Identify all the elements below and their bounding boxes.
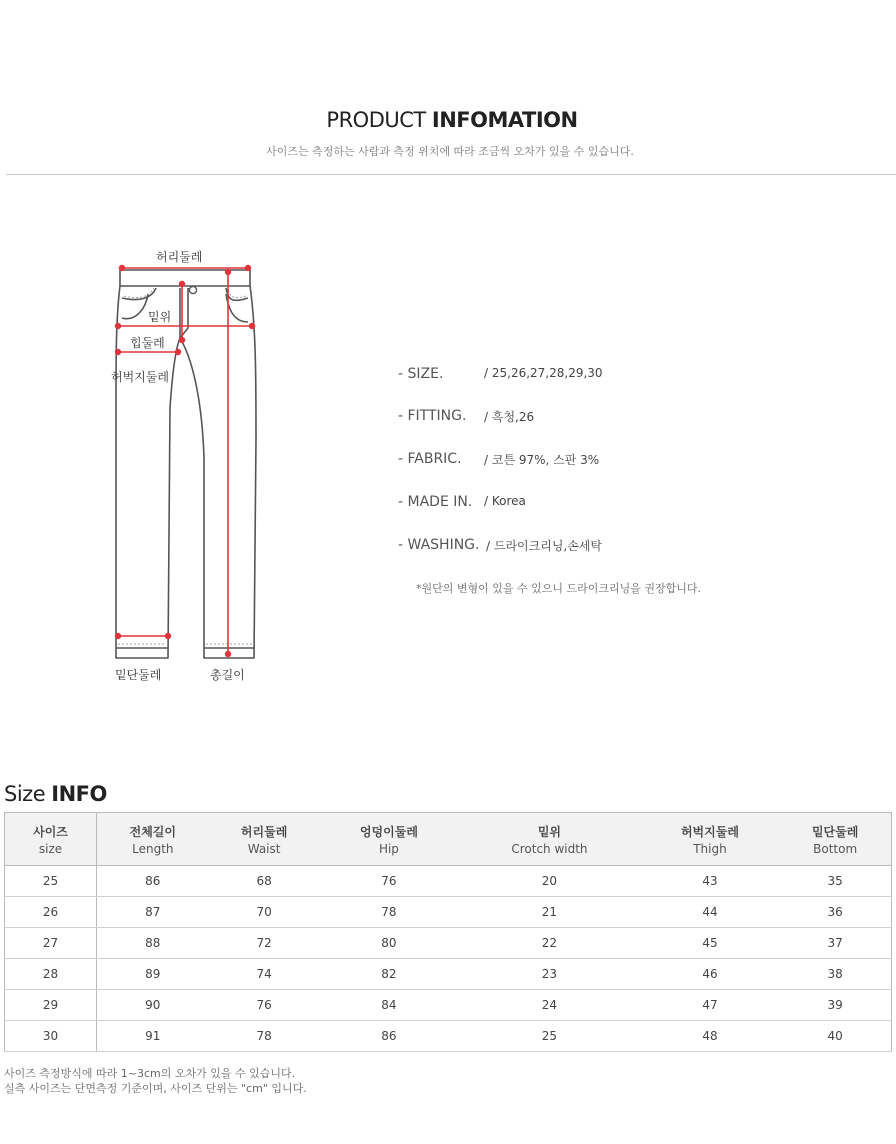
table-cell: 68 [209,866,320,897]
page-title [0,108,896,132]
page-title-light: PRODUCT [326,108,426,132]
table-cell: 82 [320,959,459,990]
spec-fitting-value: / 흑청,26 [484,410,535,424]
table-row [5,990,892,1021]
size-info-title-light: Size [4,782,46,806]
spec-fabric-value: / 코튼 97%, 스판 3% [484,453,600,467]
header-divider [6,174,896,175]
col-header-en: Bottom [813,841,858,856]
page-title-bold: INFOMATION [431,108,578,132]
label-waist: 허리둘레 [156,250,203,264]
spec-made-in-key: - MADE IN. [398,494,473,510]
col-header-ko: 허리둘레 [240,824,288,839]
table-row [5,928,892,959]
table-row [5,897,892,928]
table-cell: 44 [641,897,780,928]
table-cell: 86 [97,866,209,897]
label-hem: 밑단둘레 [115,668,162,682]
table-cell: 47 [641,990,780,1021]
col-header [641,813,780,866]
table-row [5,959,892,990]
table-cell: 86 [320,1021,459,1052]
table-cell: 91 [97,1021,209,1052]
size-table [4,812,892,1052]
label-length: 총길이 [210,668,245,682]
table-cell: 78 [209,1021,320,1052]
table-cell: 37 [779,928,891,959]
table-cell: 21 [458,897,640,928]
col-header-en: Hip [378,841,399,856]
spec-washing-key: - WASHING. [398,537,480,553]
table-cell: 72 [209,928,320,959]
col-header [5,813,97,866]
footnote-unit: 실측 사이즈는 단면측정 기준이며, 사이즈 단위는 "cm" 입니다. [4,1082,307,1095]
col-header-en: Crotch width [511,841,588,856]
label-rise: 밑위 [148,310,172,324]
col-header-ko: 엉덩이둘레 [359,824,418,839]
table-cell: 38 [779,959,891,990]
spec-fitting-key: - FITTING. [398,408,467,424]
size-table-header-row [5,813,892,866]
col-header [320,813,459,866]
spec-size-key: - SIZE. [398,366,444,382]
table-cell: 88 [97,928,209,959]
table-cell: 29 [5,990,97,1021]
label-hip: 힙둘레 [130,336,165,350]
col-header-en: Thigh [693,841,727,856]
table-cell: 70 [209,897,320,928]
page-subtitle: 사이즈는 측정하는 사람과 측정 위치에 따라 조금씩 오차가 있을 수 있습니다. [266,145,634,158]
size-info-title-bold: INFO [51,782,107,806]
spec-size-value: / 25,26,27,28,29,30 [484,366,603,380]
table-cell: 40 [779,1021,891,1052]
table-cell: 84 [320,990,459,1021]
col-header [458,813,640,866]
col-header [209,813,320,866]
col-header [97,813,209,866]
care-note: *원단의 변형이 있을 수 있으니 드라이크리닝을 권장합니다. [416,582,701,595]
table-cell: 22 [458,928,640,959]
table-cell: 74 [209,959,320,990]
table-cell: 25 [458,1021,640,1052]
pants-illustration [100,238,300,698]
table-cell: 46 [641,959,780,990]
col-header-en: Waist [247,841,281,856]
col-header-en: Length [132,841,174,856]
table-cell: 76 [209,990,320,1021]
col-header-ko: 허벅지둘레 [680,824,739,839]
label-thigh: 허벅지둘레 [111,370,169,384]
table-cell: 45 [641,928,780,959]
table-cell: 48 [641,1021,780,1052]
table-cell: 39 [779,990,891,1021]
table-row [5,1021,892,1052]
table-cell: 35 [779,866,891,897]
table-cell: 27 [5,928,97,959]
table-cell: 87 [97,897,209,928]
col-header-ko: 밑단둘레 [811,824,859,839]
footnote-tolerance: 사이즈 측정방식에 따라 1~3cm의 오차가 있을 수 있습니다. [4,1067,296,1080]
spec-fabric-key: - FABRIC. [398,451,462,467]
table-cell: 76 [320,866,459,897]
table-cell: 43 [641,866,780,897]
col-header-ko: 사이즈 [33,824,68,839]
spec-washing-value: / 드라이크리닝,손세탁 [486,539,603,553]
col-header-ko: 전체길이 [129,824,176,839]
col-header-en: size [38,841,63,856]
table-cell: 24 [458,990,640,1021]
spec-made-in-value: / Korea [484,494,526,508]
size-info-title [4,782,107,806]
table-cell: 30 [5,1021,97,1052]
table-cell: 90 [97,990,209,1021]
table-cell: 89 [97,959,209,990]
table-cell: 78 [320,897,459,928]
table-cell: 28 [5,959,97,990]
pants-diagram [100,238,300,698]
table-cell: 20 [458,866,640,897]
table-cell: 80 [320,928,459,959]
table-cell: 26 [5,897,97,928]
table-cell: 36 [779,897,891,928]
table-cell: 25 [5,866,97,897]
col-header-ko: 밑위 [537,824,562,839]
table-row [5,866,892,897]
col-header [779,813,891,866]
table-cell: 23 [458,959,640,990]
